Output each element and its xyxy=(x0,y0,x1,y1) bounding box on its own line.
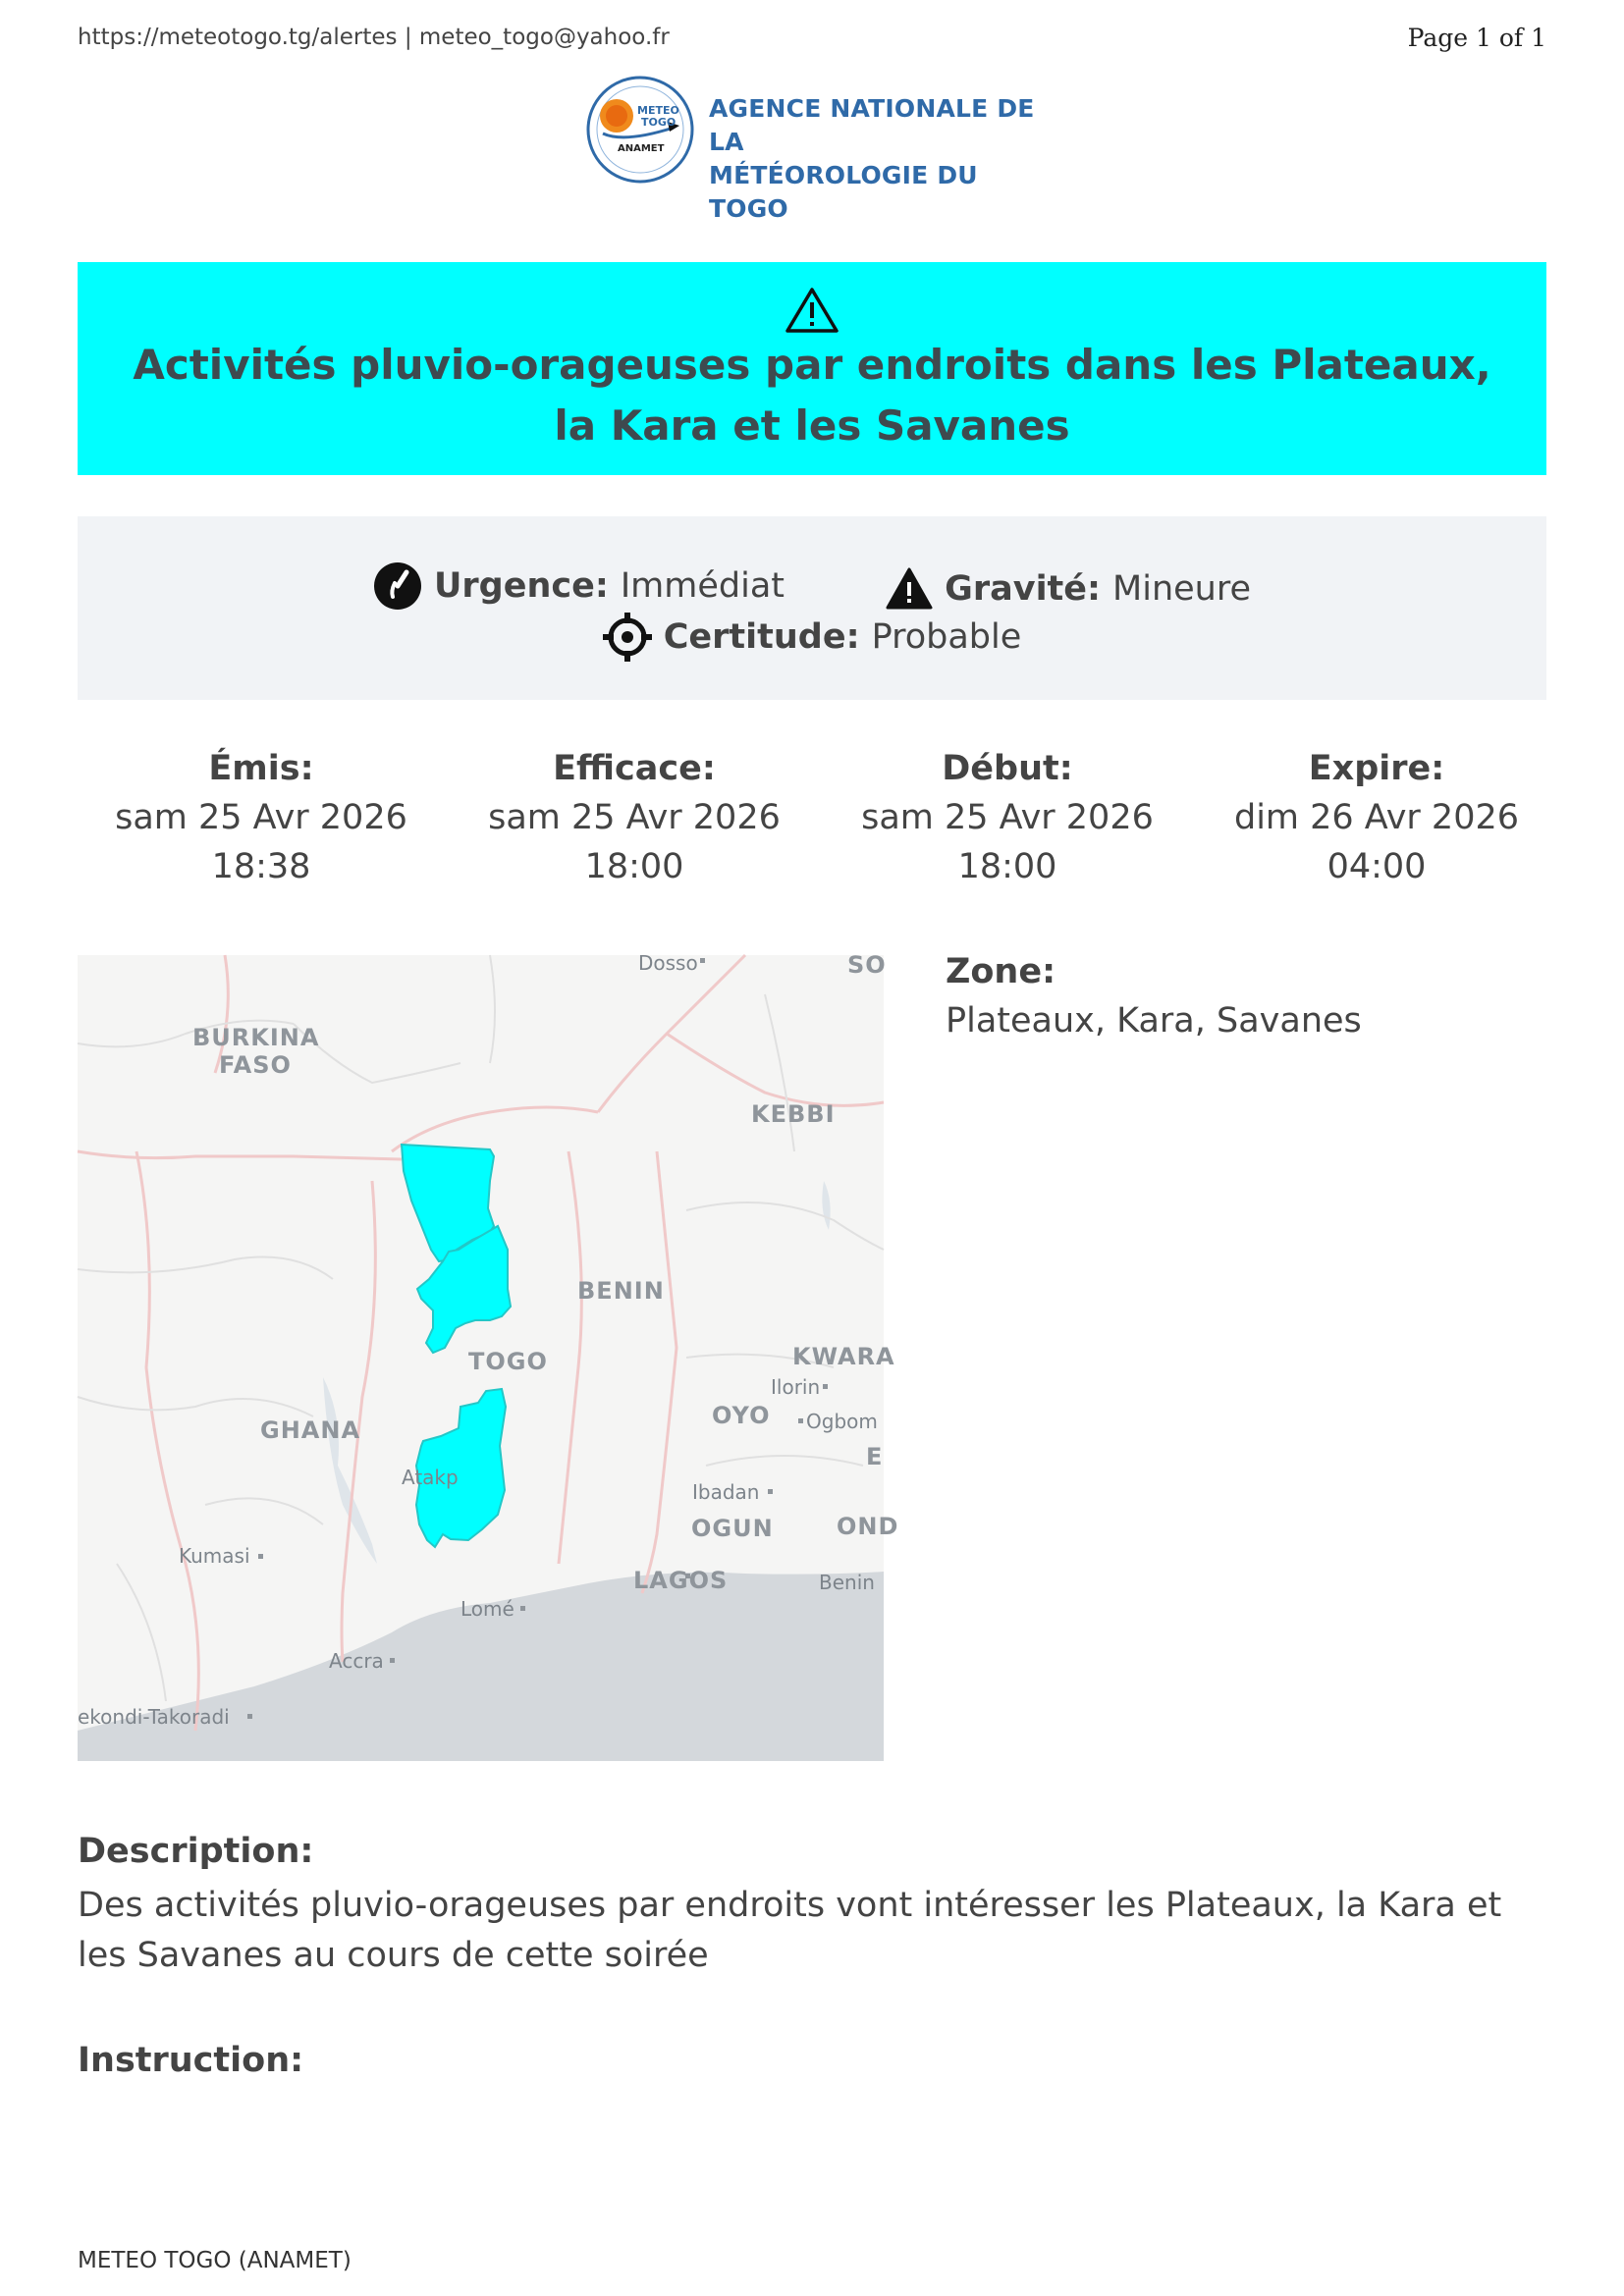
date-time: 18:00 xyxy=(957,847,1057,886)
logo-mark-anamet: ANAMET xyxy=(618,143,665,154)
logo-mark-togo: TOGO xyxy=(641,116,677,129)
certainty-value: Probable xyxy=(871,617,1022,657)
date-day: sam 25 Avr 2026 xyxy=(488,798,781,837)
date-day: dim 26 Avr 2026 xyxy=(1233,798,1519,837)
logo-agency-name xyxy=(709,92,1047,226)
map-label-benin: BENIN xyxy=(577,1277,665,1305)
map-label-ghana: GHANA xyxy=(260,1416,361,1444)
urgency-value: Immédiat xyxy=(620,566,785,606)
map-label-e: E xyxy=(866,1443,884,1470)
map-label-kwara: KWARA xyxy=(792,1343,895,1370)
map-label-so: SO xyxy=(847,951,887,979)
warning-filled-icon xyxy=(886,567,933,611)
description-text: Des activités pluvio-orageuses par endroits vont intéresser les Plateaux, la Kara et les Savanes au cours de cette soirée xyxy=(78,1886,1502,1975)
zone-value: Plateaux, Kara, Savanes xyxy=(946,1001,1362,1041)
map-label-ilorin: Ilorin xyxy=(771,1375,821,1399)
urgency-label: Urgence: xyxy=(433,566,609,606)
date-label: Expire: xyxy=(1308,749,1445,788)
map-label-benin-city: Benin xyxy=(819,1571,875,1594)
crosshair-icon xyxy=(603,613,652,662)
severity-attribute xyxy=(886,567,1251,611)
instruction-label: Instruction: xyxy=(78,2041,304,2080)
map-label-ogbom: Ogbom xyxy=(806,1410,878,1433)
logo-mark-meteo: METEO xyxy=(637,104,679,117)
severity-value: Mineure xyxy=(1112,569,1252,609)
date-time: 04:00 xyxy=(1326,847,1427,886)
map-label-atakp: Atakp xyxy=(402,1466,459,1489)
alert-map[interactable] xyxy=(78,951,899,1761)
attributes-row-1 xyxy=(78,561,1546,619)
map-label-ibadan: Ibadan xyxy=(692,1480,760,1504)
alert-title: Activités pluvio-orageuses par endroits dans les Plateaux, la Kara et les Savanes xyxy=(133,341,1491,450)
date-day: sam 25 Avr 2026 xyxy=(115,798,407,837)
date-effective xyxy=(449,744,820,891)
anamet-logo-mark xyxy=(585,75,695,185)
map-label-ogun: OGUN xyxy=(691,1515,774,1542)
map-label-faso: FASO xyxy=(219,1051,292,1079)
date-issued xyxy=(76,744,447,891)
date-time: 18:38 xyxy=(211,847,311,886)
alert-attributes xyxy=(78,516,1546,700)
map-label-ond: OND xyxy=(837,1513,899,1540)
map-label-lagos: LAGOS xyxy=(633,1567,729,1594)
map-label-burkina: BURKINA xyxy=(192,1024,320,1051)
page-number: Page 1 of 1 xyxy=(1407,24,1546,52)
attributes-row-2 xyxy=(78,613,1546,670)
map-label-kebbi: KEBBI xyxy=(751,1100,836,1128)
map-label-togo: TOGO xyxy=(468,1348,548,1375)
map-label-kumasi: Kumasi xyxy=(179,1544,250,1568)
map-label-oyo: OYO xyxy=(712,1402,771,1429)
map-label-lome: Lomé xyxy=(460,1597,514,1621)
certainty-attribute xyxy=(603,613,1022,662)
date-label: Efficace: xyxy=(553,749,716,788)
description-label: Description: xyxy=(78,1832,314,1871)
date-label: Début: xyxy=(942,749,1073,788)
certainty-label: Certitude: xyxy=(663,617,860,657)
anamet-logo xyxy=(585,75,1047,223)
warning-icon xyxy=(784,286,840,335)
logo-line-1: AGENCE NATIONALE DE LA xyxy=(709,94,1035,156)
header-url-contact[interactable]: https://meteotogo.tg/alertes | meteo_togo@yahoo.fr xyxy=(78,25,670,50)
map-label-sekondi-takoradi: ekondi-Takoradi xyxy=(78,1705,230,1729)
date-label: Émis: xyxy=(208,749,314,788)
clock-icon xyxy=(373,561,422,611)
map-label-dosso: Dosso xyxy=(638,951,698,975)
date-expires xyxy=(1191,744,1562,891)
logo-line-2: MÉTÉOROLOGIE DU TOGO xyxy=(709,161,978,223)
footer-text: METEO TOGO (ANAMET) xyxy=(78,2248,352,2273)
zone-label: Zone: xyxy=(946,952,1056,991)
date-onset xyxy=(822,744,1193,891)
urgency-attribute xyxy=(373,561,785,611)
severity-label: Gravité: xyxy=(945,569,1102,609)
map-label-accra: Accra xyxy=(329,1649,384,1673)
date-day: sam 25 Avr 2026 xyxy=(861,798,1154,837)
alert-banner xyxy=(78,262,1546,475)
date-time: 18:00 xyxy=(584,847,684,886)
